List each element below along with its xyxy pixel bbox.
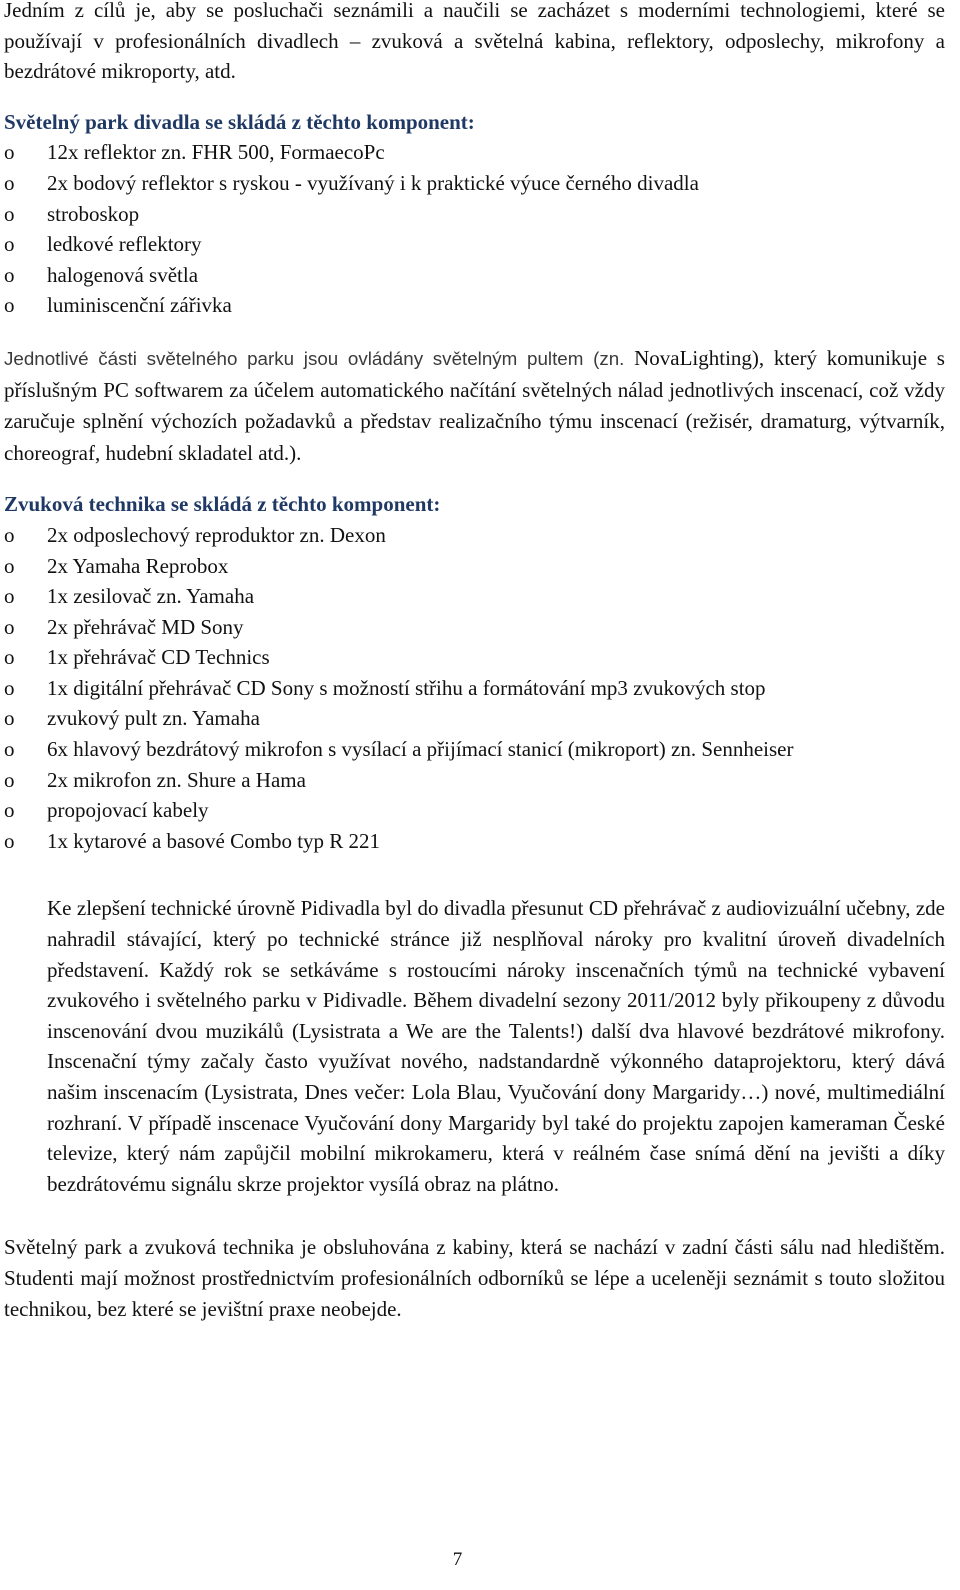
list-item: [4, 168, 945, 199]
list-item: [4, 703, 945, 734]
light-components-list: [4, 137, 945, 321]
lighting-control-text-sans: Jednotlivé části světelného parku jsou ovládány světelným pultem (zn.: [4, 347, 625, 369]
improvement-paragraph: Ke zlepšení technické úrovně Pidivadla byl do divadla přesunut CD přehrávač z audiovizuální učebny, zde nahradil stávající, který po technické stránce již nesplňoval nároky pro kvalitní úroveň divadelních představení. Každý rok se setkáváme s rostoucími nároky inscenačních týmů na technické vybavení zvukového i světelného parku v Pidivadle. Během divadelní sezony 2011/2012 byly přikoupeny z důvodu inscenování dvou muzikálů (Lysistrata a We are the Talents!) další dva hlavové bezdrátové mikrofony. Inscenační týmy začaly často využívat nového, nadstandardně výkonného dataprojektoru, který dává našim inscenacím (Lysistrata, Dnes večer: Lola Blau, Vyučování dony Margaridy…) nové, multimediální rozhraní. V případě inscenace Vyučování dony Margaridy byl také do projektu zapojen kameraman České televize, který nám zapůjčil mobilní mikrokameru, která v reálném čase snímá dění na jevišti a díky bezdrátovému signálu skrze projektor vysílá obraz na plátno.: [47, 896, 945, 1196]
list-item-text: 12x reflektor zn. FHR 500, FormaecoPc: [47, 140, 385, 165]
bullet-glyph: o: [4, 614, 15, 639]
bullet-glyph: o: [4, 293, 15, 318]
list-item-text: 2x mikrofon zn. Shure a Hama: [47, 767, 306, 792]
list-item: [4, 137, 945, 168]
lighting-control-text-serif: NovaLighting), který komunikuje s příslušným PC softwarem za účelem automatického načítání světelných nálad jednotlivých inscenací, což vždy zaručuje splnění výchozích požadavků a představ realizačního týmu inscenací (režisér, dramaturg, výtvarník, choreograf, hudební skladatel atd.).: [4, 345, 945, 465]
list-item: [4, 199, 945, 230]
list-item-text: 1x kytarové a basové Combo typ R 221: [47, 828, 381, 853]
list-item: [4, 520, 945, 551]
bullet-glyph: o: [4, 828, 15, 853]
list-item: [4, 734, 945, 765]
bullet-glyph: o: [4, 553, 15, 578]
sound-section-heading: Zvuková technika se skládá z těchto komponent:: [4, 492, 441, 517]
list-item-text: 1x digitální přehrávač CD Sony s možností střihu a formátování mp3 zvukových stop: [47, 675, 766, 700]
bullet-glyph: o: [4, 522, 15, 547]
list-item: [4, 673, 945, 704]
bullet-glyph: o: [4, 706, 15, 731]
list-item: [4, 581, 945, 612]
list-item: [4, 290, 945, 321]
light-section-heading: Světelný park divadla se skládá z těchto komponent:: [4, 109, 475, 134]
list-item: [4, 642, 945, 673]
list-item-text: 6x hlavový bezdrátový mikrofon s vysílací a přijímací stanicí (mikroport) zn. Sennheiser: [47, 737, 794, 762]
intro-paragraph: Jedním z cílů je, aby se posluchači seznámili a naučili se zacházet s moderními technologiemi, které se používají v profesionálních divadlech – zvuková a světelná kabina, reflektory, odposlechy, mikrofony a bezdrátové mikroporty, atd.: [4, 0, 945, 84]
bullet-glyph: o: [4, 737, 15, 762]
list-item-text: ledkové reflektory: [47, 232, 202, 257]
bullet-glyph: o: [4, 201, 15, 226]
list-item-text: stroboskop: [47, 201, 140, 226]
bullet-glyph: o: [4, 798, 15, 823]
list-item-text: 2x přehrávač MD Sony: [47, 614, 244, 639]
lighting-control-paragraph: [4, 343, 945, 469]
list-item: [4, 612, 945, 643]
list-item: [4, 765, 945, 796]
bullet-glyph: o: [4, 584, 15, 609]
bullet-glyph: o: [4, 262, 15, 287]
list-item-text: 2x bodový reflektor s ryskou - využívaný i k praktické výuce černého divadla: [47, 170, 699, 195]
list-item: [4, 551, 945, 582]
list-item: [4, 795, 945, 826]
list-item-text: 1x přehrávač CD Technics: [47, 645, 270, 670]
bullet-glyph: o: [4, 232, 15, 257]
sound-components-list: [4, 520, 945, 857]
document-page: [4, 0, 945, 1324]
list-item-text: luminiscenční zářivka: [47, 293, 232, 318]
list-item-text: 2x odposlechový reproduktor zn. Dexon: [47, 522, 386, 547]
list-item: [4, 826, 945, 857]
list-item-text: 2x Yamaha Reprobox: [47, 553, 229, 578]
page-number: 7: [452, 1549, 463, 1570]
bullet-glyph: o: [4, 140, 15, 165]
bullet-glyph: o: [4, 170, 15, 195]
list-item-text: 1x zesilovač zn. Yamaha: [47, 584, 255, 609]
closing-paragraph: Světelný park a zvuková technika je obsluhována z kabiny, která se nachází v zadní části sálu nad hledištěm. Studenti mají možnost prostřednictvím profesionálních odborníků se lépe a uceleněji seznámit s touto složitou technikou, bez které se jevištní praxe neobejde.: [4, 1235, 945, 1321]
bullet-glyph: o: [4, 645, 15, 670]
list-item: [4, 229, 945, 260]
list-item-text: propojovací kabely: [47, 798, 209, 823]
list-item-text: zvukový pult zn. Yamaha: [47, 706, 260, 731]
bullet-glyph: o: [4, 675, 15, 700]
bullet-glyph: o: [4, 767, 15, 792]
list-item-text: halogenová světla: [47, 262, 199, 287]
list-item: [4, 260, 945, 291]
